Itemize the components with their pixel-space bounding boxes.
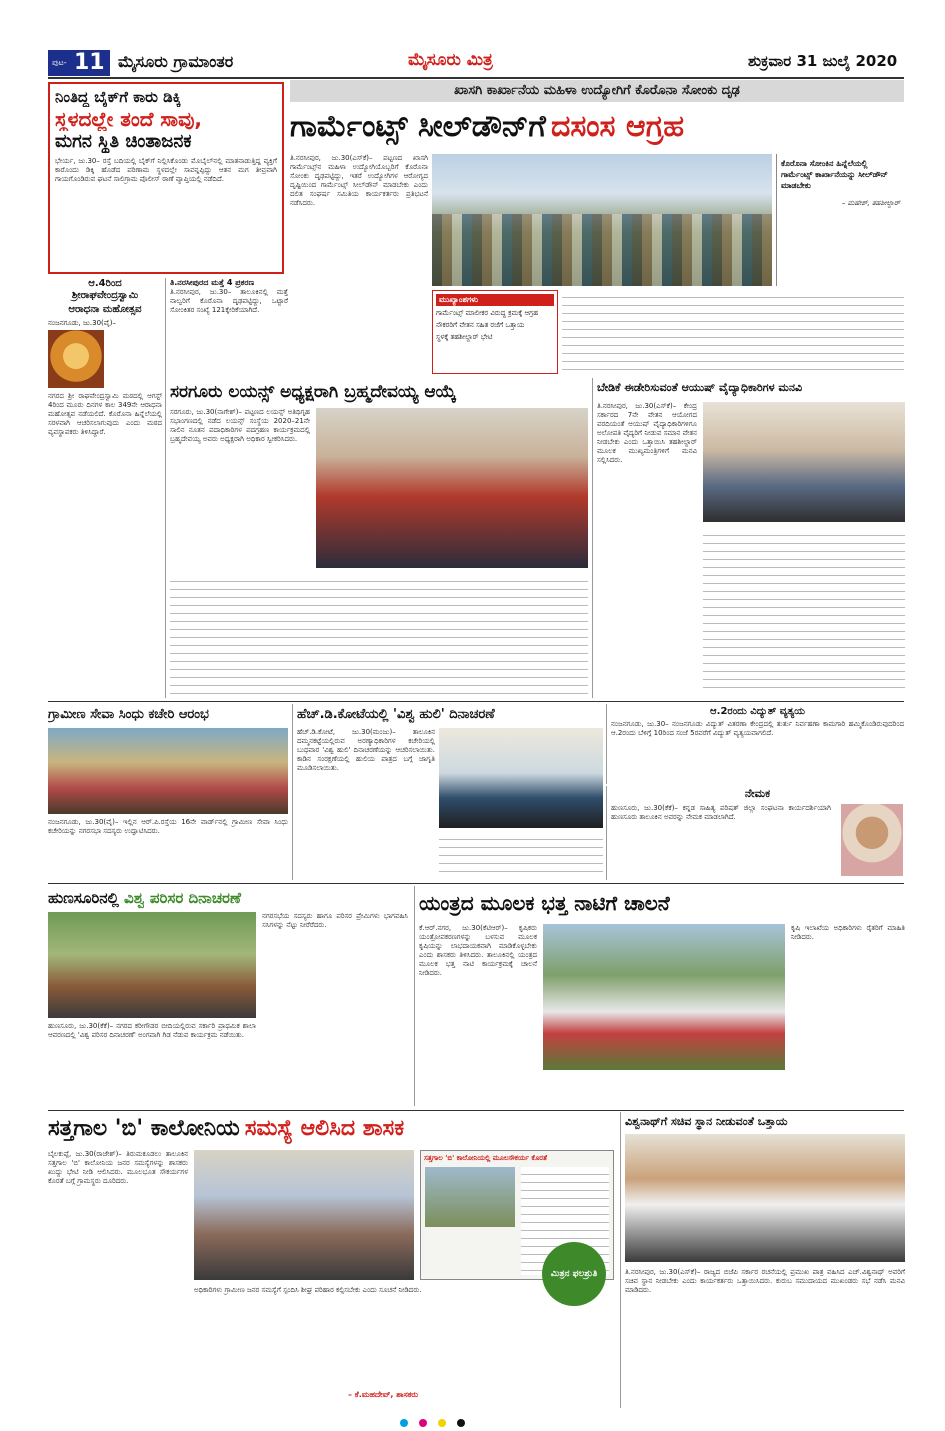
appointment-headline: ನೇಮಕ [744, 787, 771, 800]
issue-date: ಶುಕ್ರವಾರ 31 ಜುಲೈ 2020 [748, 52, 898, 70]
section-title: ಮೈಸೂರು ಗ್ರಾಮಾಂತರ [118, 52, 234, 71]
power-cut-headline: ಆ.2ರಂದು ವಿದ್ಯುತ್ ವ್ಯತ್ಯಯ [710, 706, 805, 717]
seva-body: ನಂಜನಗೂಡು, ಜು.30(ವೈ)– ಇಲ್ಲಿನ ಆರ್.ಪಿ.ರಸ್ತೆಯ 16ನೇ ವಾರ್ಡ್‌ನಲ್ಲಿ ಗ್ರಾಮೀಣ ಸೇವಾ ಸಿಂಧು ಕಚೇರಿಯನ್ನು ನಗರಸಭಾ ಸದಸ್ಯರು ಉದ್ಘಾಟಿಸಿದರು. [48, 818, 288, 835]
ayush-story [592, 378, 904, 698]
accident-story [48, 82, 284, 274]
lions-body-cols [170, 574, 588, 694]
aradhana-headline-1: ಶ್ರೀರಾಘವೇಂದ್ರಸ್ವಾಮಿ [71, 290, 139, 301]
clipping-photo [425, 1167, 515, 1227]
highlight-item: ಸ್ಥಳಕ್ಕೆ ತಹಶೀಲ್ದಾರ್ ಭೇಟಿ [436, 333, 493, 341]
aradhana-byline: ನಂಜನಗೂಡು, ಜು.30(ವೈ)– [48, 319, 116, 327]
highlights-title: ಮುಖ್ಯಾಂಶಗಳು [436, 294, 554, 306]
phalashruti-text: ಮಿತ್ರನ ಫಲಶ್ರುತಿ [550, 1269, 598, 1279]
highlight-item: ನೌಕರರಿಗೆ ವೇತನ ಸಹಿತ ರಜೆಗೆ ಒತ್ತಾಯ [436, 321, 525, 329]
accident-headline-2: ಸ್ಥಳದಲ್ಲೇ ತಂದೆ ಸಾವು, [55, 107, 203, 131]
colony-meeting-photo [194, 1150, 414, 1280]
colony-headline-b: ಸಮಸ್ಯೆ ಆಲಿಸಿದ ಶಾಸಕ [244, 1116, 405, 1141]
lead-body-col1: ತಿ.ನರಸೀಪುರ, ಜು.30(ಎಸ್‌ಕೆ)– ಪಟ್ಟಣದ ಖಾಸಗಿ ಗಾರ್ಮೆಂಟ್ಸ್‌ನ ಮಹಿಳಾ ಉದ್ಯೋಗಿಯೊಬ್ಬರಿಗೆ ಕೊರೊನಾ ಸೋಂಕು ದೃಢಪಟ್ಟಿದ್ದು, ಇತರೆ ಉದ್ಯೋಗಿಗಳ ಆರೋಗ್ಯದ ದೃಷ್ಟಿಯಿಂದ ಗಾರ್ಮೆಂಟ್ಸ್ ಸೀಲ್‌ಡೌನ್ ಮಾಡಬೇಕು ಎಂದು ದಲಿತ ಸಂಘರ್ಷ ಸಮಿತಿಯ ಕಾರ್ಯಕರ್ತರು ಪ್ರತಿಭಟನೆ ನಡೆಸಿದರು. [290, 154, 428, 207]
seva-headline: ಗ್ರಾಮೀಣ ಸೇವಾ ಸಿಂಧು ಕಚೇರಿ ಆರಂಭ [48, 707, 209, 722]
lead-headline-a: ಗಾರ್ಮೆಂಟ್ಸ್ ಸೀಲ್‌ಡೌನ್‌ಗೆ [290, 109, 546, 144]
accident-headline-1: ನಿಂತಿದ್ದ ಬೈಕ್‌ಗೆ ಕಾರು ಡಿಕ್ಕಿ [55, 88, 181, 106]
clipping-title: ಸತ್ತಗಾಲ 'ಬಿ' ಕಾಲೋನಿಯಲ್ಲಿ ಮೂಲಸೌಕರ್ಯ ಕೊರತೆ [424, 1154, 547, 1162]
paddy-machine-story [414, 886, 904, 1106]
lead-kicker: ಖಾಸಗಿ ಕಾರ್ಖಾನೆಯ ಮಹಿಳಾ ಉದ್ಯೋಗಿಗೆ ಕೊರೊನಾ ಸೋಂಕು ದೃಢ [454, 83, 740, 98]
lions-event-photo [316, 408, 588, 568]
masthead [48, 50, 904, 76]
environment-body: ಹುಣಸೂರು, ಜು.30(ಕೆಕೆ)– ನಗರದ ಕರೀಗೌಡರ ಬೀದಿಯಲ್ಲಿರುವ ಸರ್ಕಾರಿ ಪ್ರಾಥಮಿಕ ಶಾಲಾ ಆವರಣದಲ್ಲಿ 'ವಿಶ್ವ ಪರಿಸರ ದಿನಾಚರಣೆ' ಅಂಗವಾಗಿ ಗಿಡ ನೆಡುವ ಕಾರ್ಯಕ್ರಮ ನಡೆಯಿತು. [48, 1022, 256, 1039]
seva-photo [48, 728, 288, 814]
colony-caption: – ಕೆ.ಮಹದೇವ್, ಶಾಸಕರು [348, 1390, 419, 1399]
corona-cases-story [170, 278, 288, 340]
appointment-body: ಹುಣಸೂರು, ಜು.30(ಕೆಕೆ)– ಕನ್ನಡ ಸಾಹಿತ್ಯ ಪರಿಷತ್ ಜಿಲ್ಲಾ ಸಂಘಟನಾ ಕಾರ್ಯದರ್ಶಿಯಾಗಿ ಹುಣಸೂರು ತಾಲೂಕಿನ ಅವರನ್ನು ನೇಮಕ ಮಾಡಲಾಗಿದೆ. [611, 804, 831, 821]
tiger-day-body: ಹೆಚ್.ಡಿ.ಕೋಟೆ, ಜು.30(ಮಂಜು)– ತಾಲೂಕಿನ ದಮ್ಮನಕಟ್ಟೆಯಲ್ಲಿರುವ ಅರಣ್ಯಾಧಿಕಾರಿಗಳ ಕಚೇರಿಯಲ್ಲಿ ಬುಧವಾರ 'ವಿಶ್ವ ಹುಲಿ' ದಿನಾಚರಣೆಯನ್ನು ಆಚರಿಸಲಾಯಿತು. ಕಾಡಿನ ಸಂರಕ್ಷಣೆಯಲ್ಲಿ ಹುಲಿಯ ಪಾತ್ರದ ಬಗ್ಗೆ ಜಾಗೃತಿ ಮೂಡಿಸಲಾಯಿತು. [297, 728, 435, 772]
colony-body: ಬೈಲಕುಪ್ಪೆ, ಜು.30(ರಾಜೇಶ್)– ತಿರುಮಕೂಡಲು ತಾಲೂಕಿನ ಸತ್ತಗಾಲ 'ಬಿ' ಕಾಲೋನಿಯ ಜನರ ಸಮಸ್ಯೆಗಳನ್ನು ಶಾಸಕರು ಖುದ್ದು ಭೇಟಿ ನೀಡಿ ಆಲಿಸಿದರು. ಮೂಲಭೂತ ಸೌಕರ್ಯಗಳ ಕೊರತೆ ಬಗ್ಗೆ ಗ್ರಾಮಸ್ಥರು ದೂರಿದರು. [48, 1150, 188, 1185]
aradhana-story [48, 278, 166, 698]
environment-day-story [48, 886, 408, 1106]
lions-story [170, 378, 588, 698]
environment-headline [48, 886, 408, 910]
colony-headline [48, 1112, 614, 1146]
lead-body-cols [562, 290, 904, 374]
paddy-body-2: ಕೃಷಿ ಇಲಾಖೆಯ ಅಧಿಕಾರಿಗಳು ರೈತರಿಗೆ ಮಾಹಿತಿ ನೀಡಿದರು. [791, 924, 905, 941]
aradhana-headline-2: ಆರಾಧನಾ ಮಹೋತ್ಸವ [68, 304, 142, 315]
environment-photo [48, 912, 256, 1018]
lions-body: ಸರಗೂರು, ಜು.30(ನಾಗೇಶ್)– ಪಟ್ಟಣದ ಲಯನ್ಸ್ ಅತಿಥಿಗೃಹ ಸಭಾಂಗಣದಲ್ಲಿ ನಡೆದ ಲಯನ್ಸ್ ಸಂಸ್ಥೆಯ 2020–21ನೇ ಸಾಲಿನ ನೂತನ ಪದಾಧಿಕಾರಿಗಳ ಪದಗ್ರಹಣ ಕಾರ್ಯಕ್ರಮದಲ್ಲಿ ಬ್ರಹ್ಮದೇವಯ್ಯ ಅವರು ಅಧ್ಯಕ್ಷರಾಗಿ ಅಧಿಕಾರ ಸ್ವೀಕರಿಸಿದರು. [170, 408, 310, 443]
colony-body-2: ಅಧಿಕಾರಿಗಳು ಗ್ರಾಮೀಣ ಜನರ ಸಮಸ್ಯೆಗೆ ಸ್ಪಂದಿಸಿ ಶೀಘ್ರ ಪರಿಹಾರ ಕಲ್ಪಿಸಬೇಕು ಎಂದು ಸೂಚನೆ ನೀಡಿದರು. [194, 1286, 422, 1294]
registration-marks [400, 1412, 550, 1420]
appointee-photo [841, 804, 903, 876]
page-number-box [48, 50, 110, 76]
lead-headline-b: ದಸಂಸ ಆಗ್ರಹ [550, 109, 685, 144]
ayush-headline: ಬೇಡಿಕೆ ಈಡೇರಿಸುವಂತೆ ಆಯುಷ್ ವೈದ್ಯಾಧಿಕಾರಿಗಳ ಮನವಿ [597, 381, 803, 394]
appointment-story [606, 786, 904, 880]
corona-cases-headline: ತಿ.ನರಸೀಪುರದ ಮತ್ತೆ 4 ಪ್ರಕರಣ [170, 278, 255, 287]
environment-headline-b: ವಿಶ್ವ ಪರಿಸರ ದಿನಾಚರಣೆ [124, 889, 241, 907]
row3-rule [48, 701, 904, 702]
minister-body: ತಿ.ನರಸೀಪುರ, ಜು.30(ಎಸ್‌ಕೆ)– ರಾಜ್ಯದ ಬಿಜೆಪಿ ಸರ್ಕಾರ ರಚನೆಯಲ್ಲಿ ಪ್ರಮುಖ ಪಾತ್ರ ವಹಿಸಿದ ಎಚ್.ವಿಶ್ವನಾಥ್ ಅವರಿಗೆ ಸಚಿವ ಸ್ಥಾನ ನೀಡಬೇಕು ಎಂದು ಕಾರ್ಯಕರ್ತರು ಒತ್ತಾಯಿಸಿದರು. ಕುರುಬ ಸಮುದಾಯದ ಮುಖಂಡರು ಸಭೆ ನಡೆಸಿ ಮನವಿ ಮಾಡಿದರು. [625, 1268, 905, 1294]
swamiji-photo [48, 330, 104, 388]
seva-sindhu-story [48, 704, 288, 880]
page-number: 11 [74, 50, 105, 75]
aradhana-kicker: ಆ.4ರಿಂದ [88, 278, 122, 289]
paddy-headline: ಯಂತ್ರದ ಮೂಲಕ ಭತ್ತ ನಾಟಿಗೆ ಚಾಲನೆ [419, 891, 670, 915]
tiger-day-cols [439, 832, 603, 878]
power-cut-story [606, 704, 904, 784]
accident-headline-3: ಮಗನ ಸ್ಥಿತಿ ಚಿಂತಾಜನಕ [55, 131, 192, 152]
minister-headline: ವಿಶ್ವನಾಥ್‌ಗೆ ಸಚಿವ ಸ್ಥಾನ ನೀಡುವಂತೆ ಒತ್ತಾಯ [625, 1115, 788, 1128]
corona-cases-body: ತಿ.ನರಸೀಪುರ, ಜು.30– ತಾಲೂಕಿನಲ್ಲಿ ಮತ್ತೆ ನಾಲ್ವರಿಗೆ ಕೊರೊನಾ ದೃಢಪಟ್ಟಿದ್ದು, ಒಟ್ಟಾರೆ ಸೋಂಕಿತರ ಸಂಖ್ಯೆ 121ಕ್ಕೇರಿಕೆಯಾಗಿದೆ. [170, 288, 288, 314]
lead-kicker-banner [290, 80, 904, 102]
accident-body: ಭೇರ್ಯ, ಜು.30– ರಸ್ತೆ ಬದಿಯಲ್ಲಿ ಬೈಕ್‌ಗೆ ನಿಲ್ಲಿಸಿಕೊಂಡು ಮೊಬೈಲ್‌ನಲ್ಲಿ ಮಾತನಾಡುತ್ತಿದ್ದ ವ್ಯಕ್ತಿಗೆ ಕಾರೊಂದು ಡಿಕ್ಕಿ ಹೊಡೆದ ಪರಿಣಾಮ ಸ್ಥಳದಲ್ಲೇ ಸಾವನ್ನಪ್ಪಿದ್ದು ಆತನ ಮಗ ತೀವ್ರವಾಗಿ ಗಾಯಗೊಂಡಿರುವ ಘಟನೆ ಸಾಲಿಗ್ರಾಮ ಪೊಲೀಸ್ ಠಾಣೆ ವ್ಯಾಪ್ತಿಯಲ್ಲಿ ನಡೆದಿದೆ. [55, 157, 277, 183]
masthead-rule [48, 77, 904, 79]
highlight-item: ಗಾರ್ಮೆಂಟ್ಸ್ ಮಾಲೀಕರ ವಿರುದ್ಧ ಕ್ರಮಕ್ಕೆ ಆಗ್ರಹ [436, 309, 539, 317]
lead-highlights [432, 290, 558, 374]
tiger-day-headline: ಹೆಚ್.ಡಿ.ಕೋಟೆಯಲ್ಲಿ 'ವಿಶ್ವ ಹುಲಿ' ದಿನಾಚರಣೆ [297, 707, 495, 722]
lead-quote-box [776, 154, 904, 286]
ayush-photo [703, 402, 905, 522]
lions-headline: ಸರಗೂರು ಲಯನ್ಸ್ ಅಧ್ಯಕ್ಷರಾಗಿ ಬ್ರಹ್ಮದೇವಯ್ಯ ಆಯ್ಕೆ [170, 382, 457, 402]
ayush-body: ತಿ.ನರಸೀಪುರ, ಜು.30(ಎಸ್‌ಕೆ)– ಕೇಂದ್ರ ಸರ್ಕಾರದ 7ನೇ ವೇತನ ಆಯೋಗದ ವರದಿಯಂತೆ ಆಯುಷ್ ವೈದ್ಯಾಧಿಕಾರಿಗಳಿಗೂ ಅಲೋಪತಿ ವೈದ್ಯರಿಗೆ ನೀಡುವ ಸಮಾನ ವೇತನ ನೀಡಬೇಕು ಎಂದು ಒತ್ತಾಯಿಸಿ ತಹಶೀಲ್ದಾರ್ ಮೂಲಕ ಮುಖ್ಯಮಂತ್ರಿಗಳಿಗೆ ಮನವಿ ಸಲ್ಲಿಸಿದರು. [597, 402, 697, 464]
lead-headline [290, 104, 904, 150]
row5-rule [48, 1110, 904, 1111]
environment-headline-a: ಹುಣಸೂರಿನಲ್ಲಿ [48, 889, 119, 907]
environment-body-2: ನಗರಸಭೆಯ ಸದಸ್ಯರು ಹಾಗೂ ಪರಿಸರ ಪ್ರೇಮಿಗಳು ಭಾಗವಹಿಸಿ ಸಸಿಗಳನ್ನು ನೆಟ್ಟು ನೀರೆರೆದರು. [262, 912, 408, 929]
aradhana-body: ನಗರದ ಶ್ರೀ ರಾಘವೇಂದ್ರಸ್ವಾಮಿ ಮಠದಲ್ಲಿ ಆಗಸ್ಟ್ 4ರಿಂದ ಮೂರು ದಿನಗಳ ಕಾಲ 349ನೇ ಆರಾಧನಾ ಮಹೋತ್ಸವ ನಡೆಯಲಿದೆ. ಕೊರೊನಾ ಹಿನ್ನೆಲೆಯಲ್ಲಿ ಸರಳವಾಗಿ ಆಚರಿಸಲಾಗುವುದು ಎಂದು ಮಠದ ವ್ಯವಸ್ಥಾಪಕರು ತಿಳಿಸಿದ್ದಾರೆ. [48, 392, 162, 436]
row4-rule [48, 883, 904, 884]
colony-story [48, 1112, 614, 1408]
colony-headline-a: ಸತ್ತಗಾಲ 'ಬಿ' ಕಾಲೋನಿಯ [48, 1116, 240, 1141]
paddy-photo [543, 924, 785, 1070]
power-cut-body: ನಂಜನಗೂಡು, ಜು.30– ನಂಜನಗೂಡು ವಿದ್ಯುತ್ ವಿತರಣಾ ಕೇಂದ್ರದಲ್ಲಿ ತುರ್ತು ನಿರ್ವಹಣಾ ಕಾಮಗಾರಿ ಹಮ್ಮಿಕೊಂಡಿರುವುದರಿಂದ ಆ.2ರಂದು ಬೆಳಿಗ್ಗೆ 10ರಿಂದ ಸಂಜೆ 5ರವರೆಗೆ ವಿದ್ಯುತ್ ವ್ಯತ್ಯಯವಾಗಲಿದೆ. [611, 720, 904, 737]
minister-demand-story [620, 1112, 904, 1408]
minister-photo [625, 1134, 905, 1262]
lead-quote: ಕೊರೊನಾ ಸೋಂಕಿನ ಹಿನ್ನೆಲೆಯಲ್ಲಿ ಗಾರ್ಮೆಂಟ್ಸ್ ಕಾರ್ಖಾನೆಯನ್ನು ಸೀಲ್‌ಡೌನ್ ಮಾಡಬೇಕು [781, 159, 888, 190]
tiger-day-photo [439, 728, 603, 828]
phalashruti-badge [542, 1242, 606, 1306]
tiger-day-story [292, 704, 602, 880]
paddy-body: ಕೆ.ಆರ್.ನಗರ, ಜು.30(ಕೆಟಿಆರ್)– ಕೃಷಿಕರು ಯಂತ್ರೋಪಕರಣಗಳನ್ನು ಬಳಸುವ ಮೂಲಕ ಕೃಷಿಯನ್ನು ಲಾಭದಾಯಕವಾಗಿ ಮಾಡಿಕೊಳ್ಳಬೇಕು ಎಂದು ಶಾಸಕರು ತಿಳಿಸಿದರು. ತಾಲೂಕಿನಲ್ಲಿ ಯಂತ್ರದ ಮೂಲಕ ಭತ್ತ ನಾಟಿ ಕಾರ್ಯಕ್ರಮಕ್ಕೆ ಚಾಲನೆ ನೀಡಿದರು. [419, 924, 537, 977]
lead-protest-photo [432, 154, 772, 286]
lead-quote-author: – ಮಹೇಶ್, ತಹಶೀಲ್ದಾರ್ [841, 199, 900, 207]
page-label: ಪುಟ- [52, 58, 67, 67]
ayush-body-cols [703, 528, 905, 692]
paper-name: ಮೈಸೂರು ಮಿತ್ರ [408, 50, 493, 70]
